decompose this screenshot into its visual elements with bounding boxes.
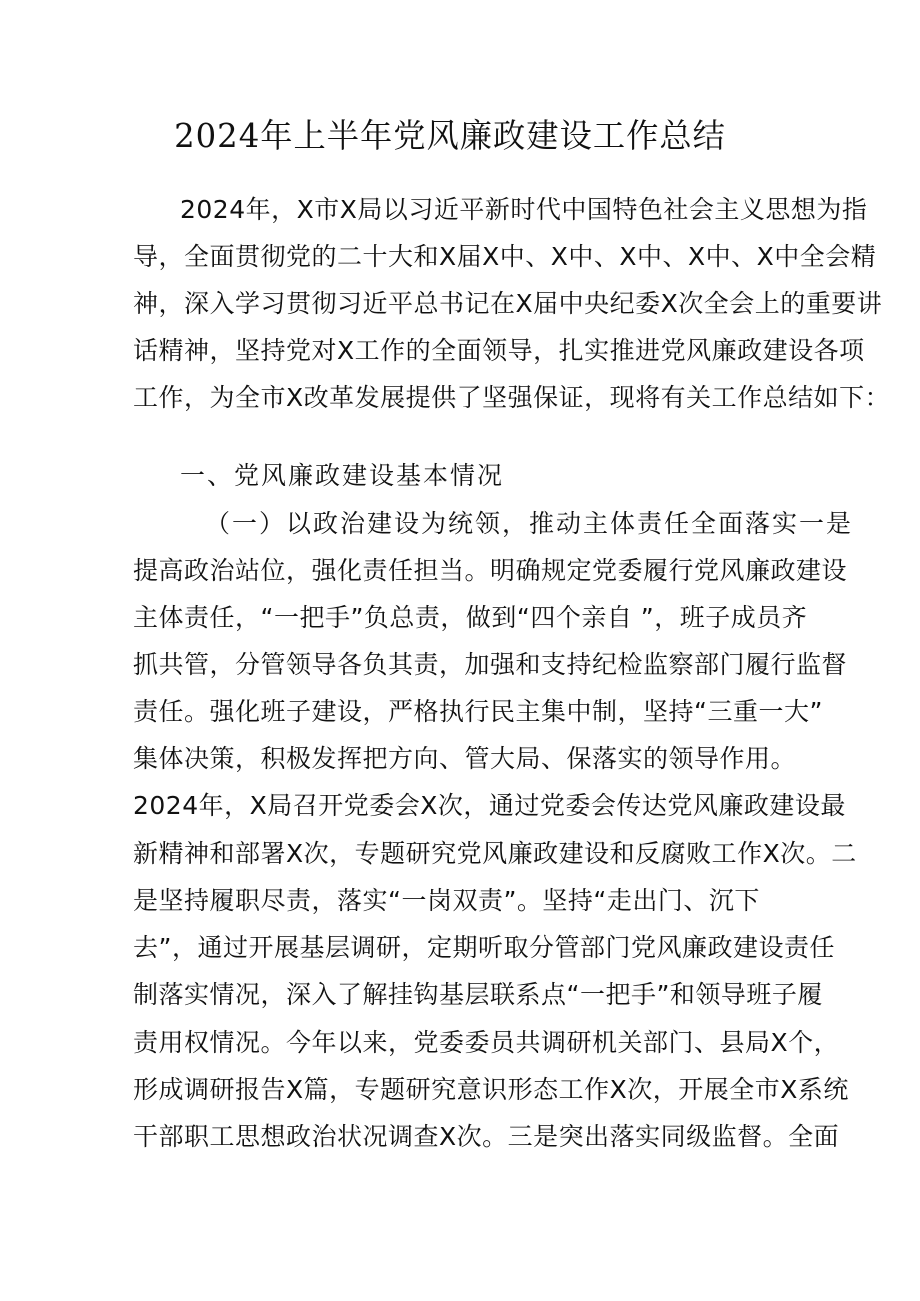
body-line: 形成调研报告X篇，专题研究意识形态工作X次，开展全市X系统 bbox=[133, 1075, 849, 1104]
subsection-heading: （一）以政治建设为统领，推动主体责任全面落实一是 bbox=[205, 509, 854, 538]
body-line: 是坚持履职尽责，落实“一岗双责”。坚持“走出门、沉下 bbox=[133, 886, 760, 915]
document-title: 2024年上半年党风廉政建设工作总结 bbox=[174, 116, 726, 155]
body-line: 责用权情况。今年以来，党委委员共调研机关部门、县局X个， bbox=[133, 1028, 840, 1057]
body-line: 抓共管，分管领导各负其责，加强和支持纪检监察部门履行监督 bbox=[133, 650, 848, 679]
intro-line: 神，深入学习贯彻习近平总书记在X届中央纪委X次全会上的重要讲 bbox=[133, 289, 883, 318]
intro-line: 话精神，坚持党对X工作的全面领导，扎实推进党风廉政建设各项 bbox=[133, 336, 865, 365]
intro-line: 导，全面贯彻党的二十大和X届X中、X中、X中、X中、X中全会精 bbox=[133, 242, 877, 271]
intro-line: 2024年，X市X局以习近平新时代中国特色社会主义思想为指 bbox=[180, 195, 868, 224]
body-line: 2024年，X局召开党委会X次，通过党委会传达党风廉政建设最 bbox=[133, 791, 846, 820]
body-line: 干部职工思想政治状况调查X次。三是突出落实同级监督。全面 bbox=[133, 1122, 840, 1151]
intro-line: 工作，为全市X改革发展提供了坚强保证，现将有关工作总结如下： bbox=[133, 383, 891, 412]
body-line: 制落实情况，深入了解挂钩基层联系点“一把手”和领导班子履 bbox=[133, 980, 823, 1009]
body-line: 集体决策，积极发挥把方向、管大局、保落实的领导作用。 bbox=[133, 744, 797, 773]
body-line: 主体责任，“一把手”负总责，做到“四个亲自 ”，班子成员齐 bbox=[133, 603, 808, 632]
body-line: 责任。强化班子建设，严格执行民主集中制，坚持“三重一大” bbox=[133, 697, 823, 726]
body-line: 提高政治站位，强化责任担当。明确规定党委履行党风廉政建设 bbox=[133, 556, 848, 585]
body-line: 新精神和部署X次，专题研究党风廉政建设和反腐败工作X次。二 bbox=[133, 839, 857, 868]
section-heading: 一、党风廉政建设基本情况 bbox=[180, 461, 505, 490]
body-line: 去”，通过开展基层调研，定期听取分管部门党风廉政建设责任 bbox=[133, 933, 835, 962]
